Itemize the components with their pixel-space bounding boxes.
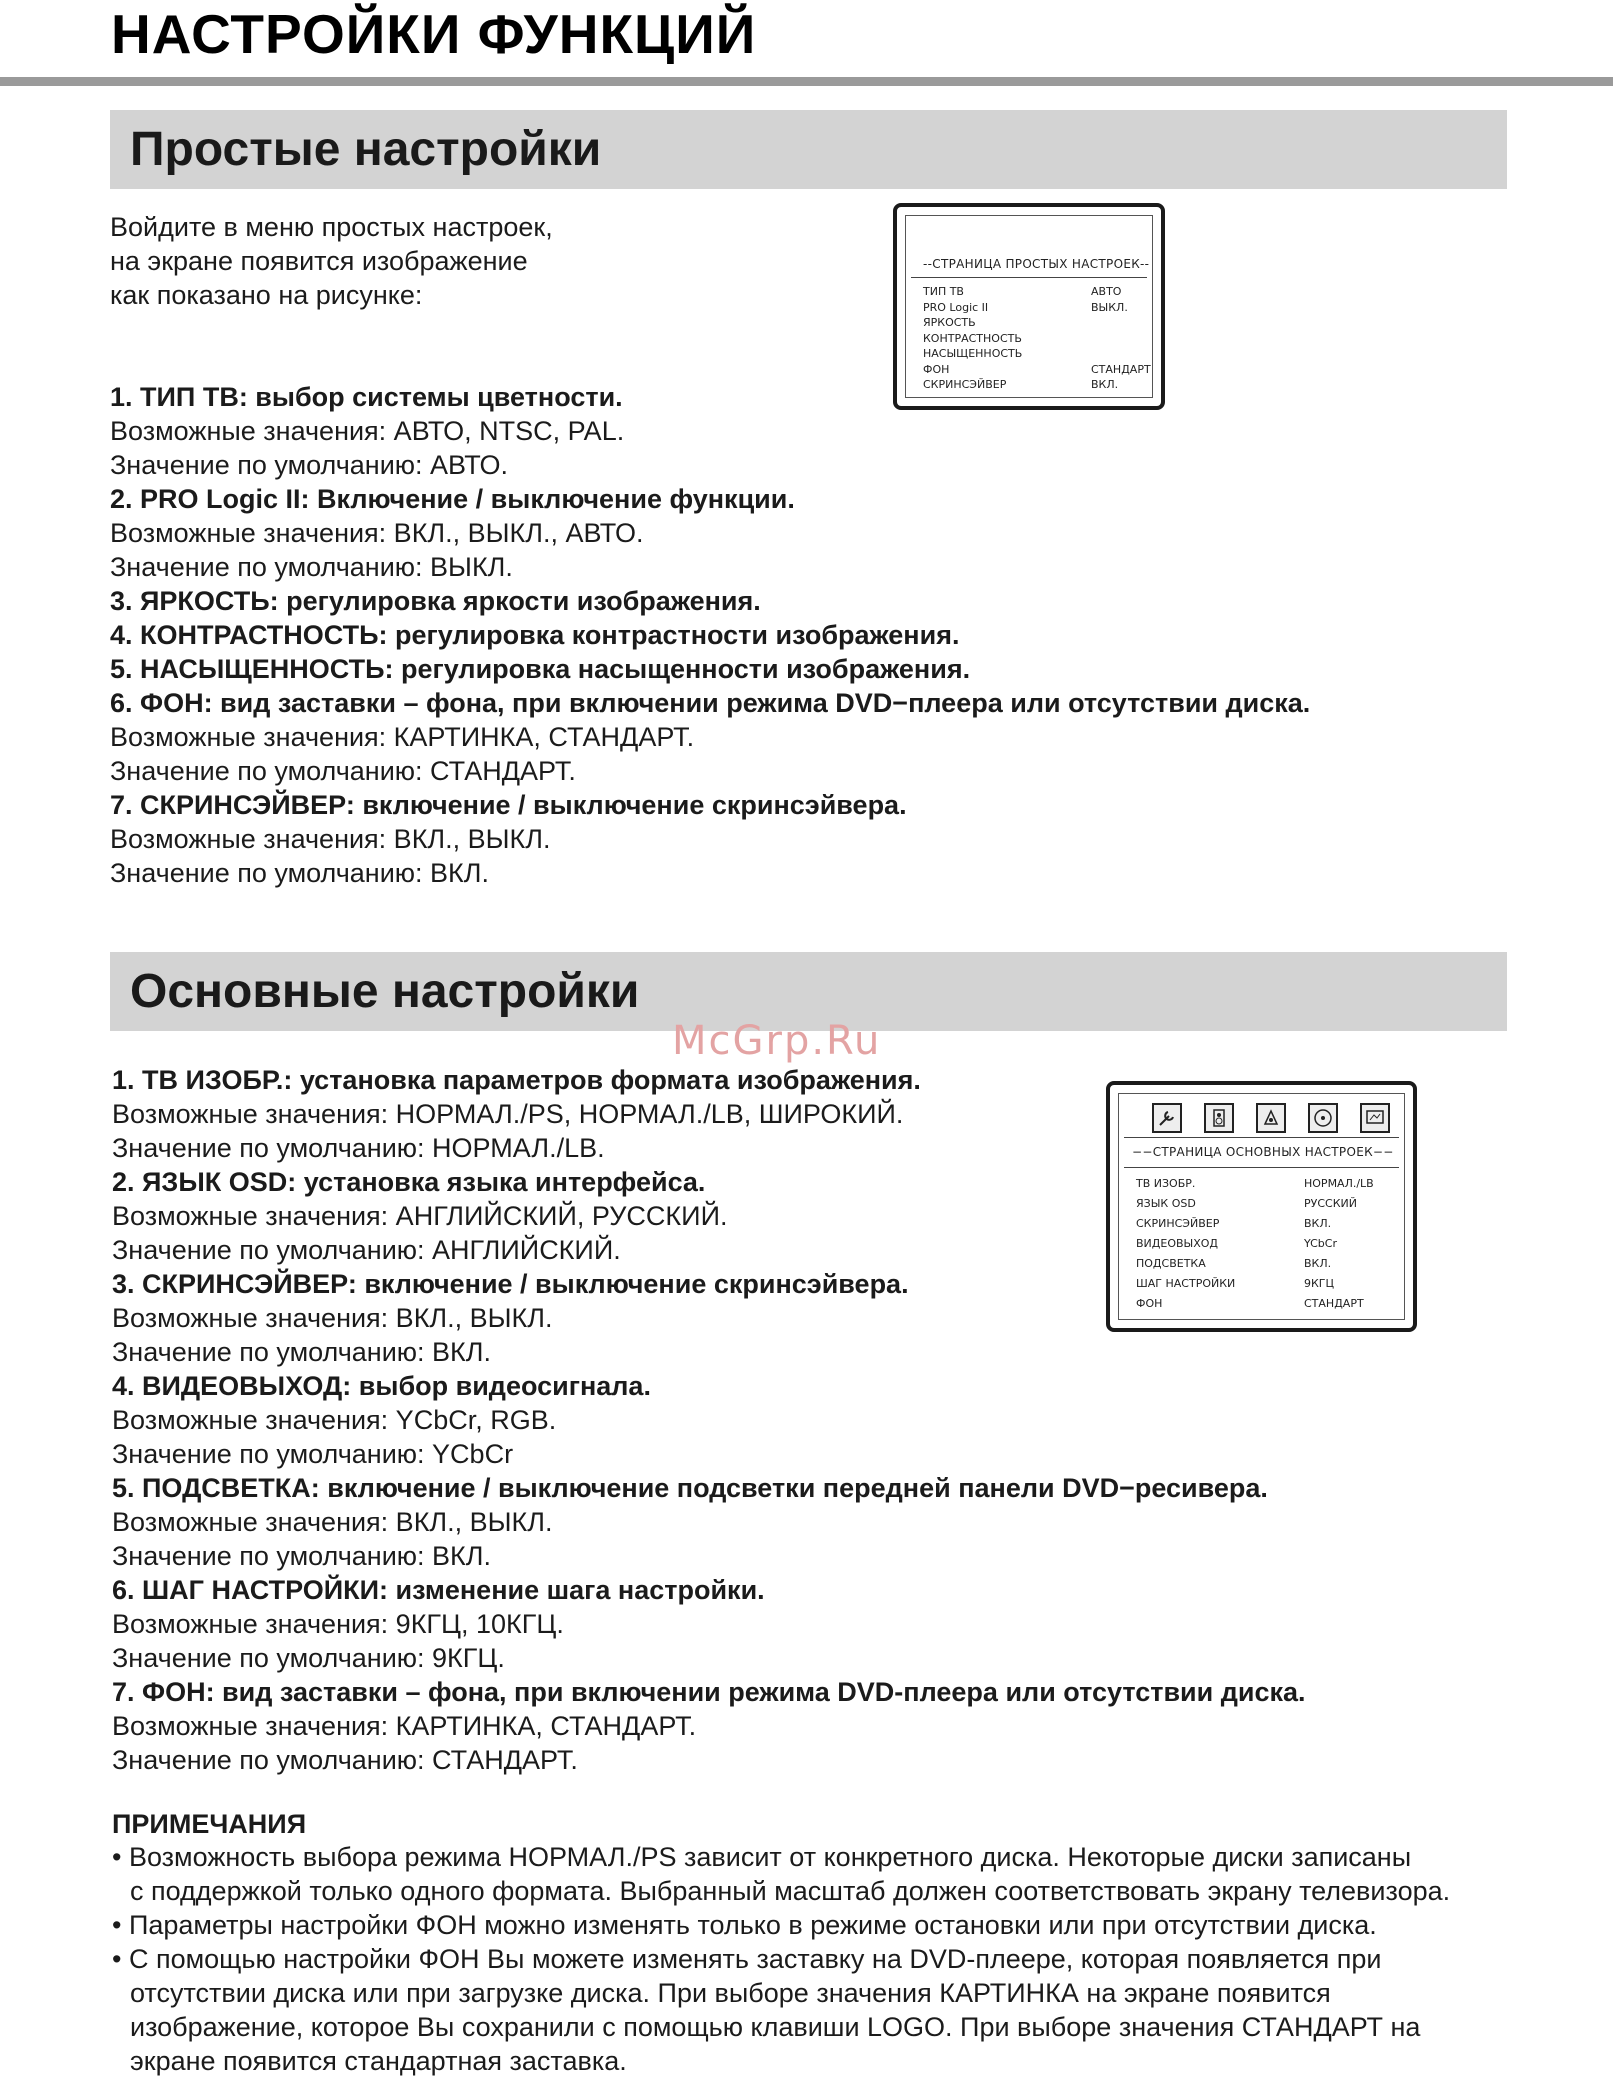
note-line: с поддержкой только одного формата. Выбранный масштаб должен соответствовать экрану телевизора. [130, 1876, 1451, 1906]
osd-row-label: ФОН [1136, 1297, 1163, 1310]
osd-title: −−СТРАНИЦА ОСНОВНЫХ НАСТРОЕК−− [1132, 1145, 1394, 1159]
display-icon [1360, 1103, 1390, 1133]
simple-item-line: 4. КОНТРАСТНОСТЬ: регулировка контрастности изображения. [110, 620, 960, 650]
main-item-line: Возможные значения: 9КГЦ, 10КГЦ. [112, 1609, 564, 1639]
osd-screen-simple [893, 203, 1165, 410]
simple-item-line: 3. ЯРКОСТЬ: регулировка яркости изображения. [110, 586, 761, 616]
main-item-line: 1. ТВ ИЗОБР.: установка параметров формата изображения. [112, 1065, 921, 1095]
osd-divider [911, 277, 1147, 278]
osd-row-label: ПОДСВЕТКА [1136, 1257, 1206, 1270]
osd-row-label: СКРИНСЭЙВЕР [923, 378, 1007, 391]
main-item-line: 3. СКРИНСЭЙВЕР: включение / выключение скринсэйвера. [112, 1269, 909, 1299]
page-title: НАСТРОЙКИ ФУНКЦИЙ [111, 3, 757, 65]
simple-intro [110, 210, 553, 312]
simple-item-line: 7. СКРИНСЭЙВЕР: включение / выключение скринсэйвера. [110, 790, 907, 820]
osd-row-label: КОНТРАСТНОСТЬ [923, 331, 1022, 345]
main-item-line: Возможные значения: ВКЛ., ВЫКЛ. [112, 1507, 553, 1537]
section-title-simple: Простые настройки [130, 123, 602, 176]
main-item-line: Значение по умолчанию: 9КГЦ. [112, 1643, 505, 1673]
note-line: изображение, которое Вы сохранили с помощью клавиши LOGO. При выборе значения СТАНДАРТ на [130, 2012, 1421, 2042]
main-item-line: 5. ПОДСВЕТКА: включение / выключение подсветки передней панели DVD−ресивера. [112, 1473, 1268, 1503]
simple-item-line: 1. ТИП ТВ: выбор системы цветности. [110, 382, 623, 412]
simple-item-line: Значение по умолчанию: ВКЛ. [110, 858, 490, 888]
intro-line: на экране появится изображение [110, 246, 528, 276]
osd-row-value: РУССКИЙ [1304, 1197, 1357, 1210]
simple-item-line: Возможные значения: ВКЛ., ВЫКЛ. [110, 824, 551, 854]
simple-item-line: Значение по умолчанию: АВТО. [110, 450, 509, 480]
disc-icon [1308, 1103, 1338, 1133]
intro-line: Войдите в меню простых настроек, [110, 212, 553, 242]
osd-row-label: СКРИНСЭЙВЕР [1136, 1217, 1220, 1230]
main-item-line: 7. ФОН: вид заставки – фона, при включении режима DVD-плеера или отсутствии диска. [112, 1677, 1306, 1707]
main-items [112, 1063, 1306, 1777]
intro-line: как показано на рисунке: [110, 280, 423, 310]
main-item-line: 4. ВИДЕОВЫХОД: выбор видеосигнала. [112, 1371, 651, 1401]
simple-item-line: 2. PRO Logic II: Включение / выключение функции. [110, 484, 795, 514]
osd-row-value: НОРМАЛ./LB [1304, 1177, 1374, 1190]
simple-item-line: Значение по умолчанию: ВЫКЛ. [110, 552, 513, 582]
osd-row-label: PRO Logic II [923, 300, 989, 314]
simple-item-line: Возможные значения: ВКЛ., ВЫКЛ., АВТО. [110, 518, 644, 548]
main-item-line: Возможные значения: АНГЛИЙСКИЙ, РУССКИЙ. [112, 1201, 728, 1231]
main-item-line: Возможные значения: КАРТИНКА, СТАНДАРТ. [112, 1711, 697, 1741]
note-line: • Возможность выбора режима НОРМАЛ./PS зависит от конкретного диска. Некоторые диски записаны [112, 1842, 1412, 1872]
main-item-line: Значение по умолчанию: НОРМАЛ./LB. [112, 1133, 605, 1163]
simple-item-line: Значение по умолчанию: СТАНДАРТ. [110, 756, 576, 786]
osd-row-label: ЯРКОСТЬ [923, 316, 976, 329]
osd-row-value: СТАНДАРТ [1304, 1297, 1364, 1310]
note-line: отсутствии диска или при загрузке диска. При выборе значения КАРТИНКА на экране появится [130, 1978, 1331, 2008]
title-rule [0, 77, 1613, 86]
osd-row-value: 9КГЦ [1304, 1277, 1335, 1290]
watermark: McGrp.Ru [672, 1018, 882, 1064]
note-line: • С помощью настройки ФОН Вы можете изменять заставку на DVD-плеере, которая появляется при [112, 1944, 1382, 1974]
main-item-line: Значение по умолчанию: АНГЛИЙСКИЙ. [112, 1235, 621, 1265]
osd-title: --СТРАНИЦА ПРОСТЫХ НАСТРОЕК-- [923, 257, 1150, 271]
osd-row-value: ВКЛ. [1304, 1257, 1332, 1270]
osd-row-label: ЯЗЫК OSD [1136, 1197, 1196, 1210]
osd-row-value: YCbCr [1304, 1237, 1337, 1250]
notes-title: ПРИМЕЧАНИЯ [112, 1809, 307, 1839]
osd-row-label: ШАГ НАСТРОЙКИ [1136, 1277, 1236, 1290]
main-item-line: 2. ЯЗЫК OSD: установка языка интерфейса. [112, 1167, 706, 1197]
osd-row-label: ТИП ТВ [923, 285, 964, 298]
osd-row-value: ВКЛ. [1091, 378, 1119, 391]
simple-items [110, 380, 1310, 890]
main-item-line: Значение по умолчанию: СТАНДАРТ. [112, 1745, 578, 1775]
osd-row-label: ФОН [923, 362, 950, 376]
section-title-main: Основные настройки [130, 965, 640, 1018]
main-item-line: Возможные значения: YCbCr, RGB. [112, 1405, 557, 1435]
simple-item-line: 5. НАСЫЩЕННОСТЬ: регулировка насыщенности изображения. [110, 654, 971, 684]
simple-item-line: Возможные значения: АВТО, NTSC, PAL. [110, 416, 625, 446]
main-item-line: Значение по умолчанию: ВКЛ. [112, 1541, 492, 1571]
main-item-line: Возможные значения: НОРМАЛ./PS, НОРМАЛ./LB, ШИРОКИЙ. [112, 1099, 904, 1129]
note-line: экране появится стандартная заставка. [130, 2046, 627, 2076]
note-line: • Параметры настройки ФОН можно изменять только в режиме остановки или при отсутствии диска. [112, 1910, 1377, 1940]
main-item-line: Возможные значения: ВКЛ., ВЫКЛ. [112, 1303, 553, 1333]
main-item-line: 6. ШАГ НАСТРОЙКИ: изменение шага настройки. [112, 1575, 765, 1605]
osd-row-value: СТАНДАРТ [1091, 362, 1151, 376]
simple-item-line: Возможные значения: КАРТИНКА, СТАНДАРТ. [110, 722, 695, 752]
simple-item-line: 6. ФОН: вид заставки – фона, при включении режима DVD−плеера или отсутствии диска. [110, 688, 1311, 718]
main-item-line: Значение по умолчанию: ВКЛ. [112, 1337, 492, 1367]
main-item-line: Значение по умолчанию: YCbCr [112, 1439, 514, 1469]
osd-row-label: ВИДЕОВЫХОД [1136, 1237, 1219, 1250]
osd-row-label: НАСЫЩЕННОСТЬ [923, 347, 1023, 360]
osd-row-label: ТВ ИЗОБР. [1136, 1177, 1196, 1190]
section-header-simple [110, 110, 1507, 189]
osd-row-value: ВЫКЛ. [1091, 300, 1128, 314]
osd-row-value: ВКЛ. [1304, 1217, 1332, 1230]
osd-row-value: АВТО [1091, 285, 1122, 298]
notes-list [112, 1840, 1450, 2078]
